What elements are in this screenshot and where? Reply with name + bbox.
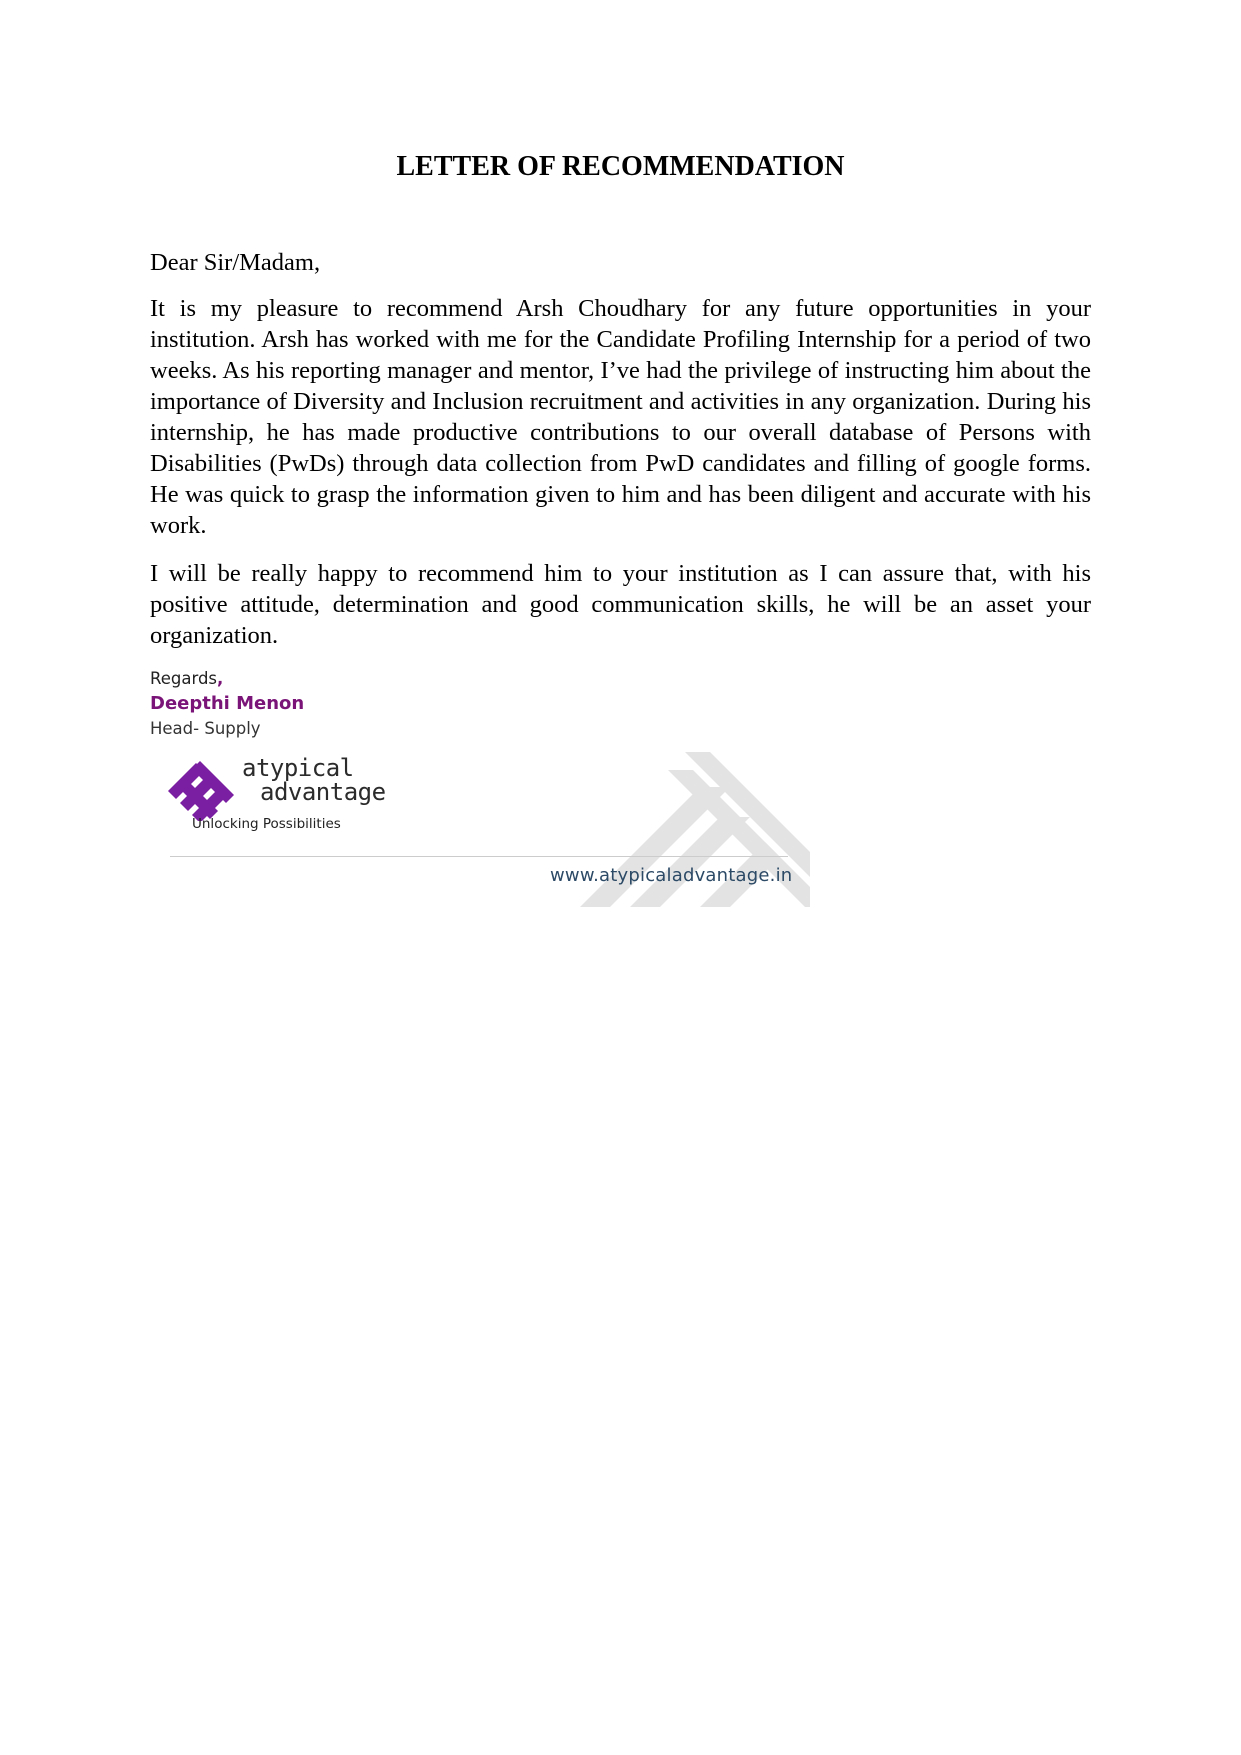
paragraph-2: I will be really happy to recommend him to your institution as I can assure that, with his positive attitude, determination and good communication skills, he will be an asset your organization.	[150, 560, 1091, 649]
letter-body	[150, 247, 1091, 668]
closing-line	[150, 666, 304, 691]
salutation: Dear Sir/Madam,	[150, 249, 321, 276]
closing-punctuation: ,	[217, 669, 224, 688]
company-footer	[150, 752, 810, 907]
signer-role: Head- Supply	[150, 719, 261, 738]
logo-word-2: advantage	[260, 778, 386, 806]
logo-word-1: atypical	[242, 754, 354, 782]
closing: Regards	[150, 669, 218, 688]
paragraph-1: It is my pleasure to recommend Arsh Choudhary for any future opportunities in your institution. Arsh has worked with me for the Candidate Profiling Internship for a period of two weeks. As his reporting manager and mentor, I’ve had the privilege of instructing him about the importance of Diversity and Inclusion recruitment and activities in any organization. During his internship, he has made productive contributions to our overall database of Persons with Disabilities (PwDs) through data collection from PwD candidates and filling of google forms. He was quick to grasp the information given to him and has been diligent and accurate with his work.	[150, 295, 1091, 539]
atypical-advantage-logo-icon	[168, 761, 238, 821]
letter-title: LETTER OF RECOMMENDATION	[396, 151, 845, 182]
company-tagline: Unlocking Possibilities	[192, 816, 341, 832]
signer-name: Deepthi Menon	[150, 693, 305, 714]
company-website: www.atypicaladvantage.in	[550, 865, 793, 886]
footer-divider	[170, 856, 788, 857]
signature-block	[150, 666, 304, 741]
logo-wordmark	[236, 756, 386, 804]
